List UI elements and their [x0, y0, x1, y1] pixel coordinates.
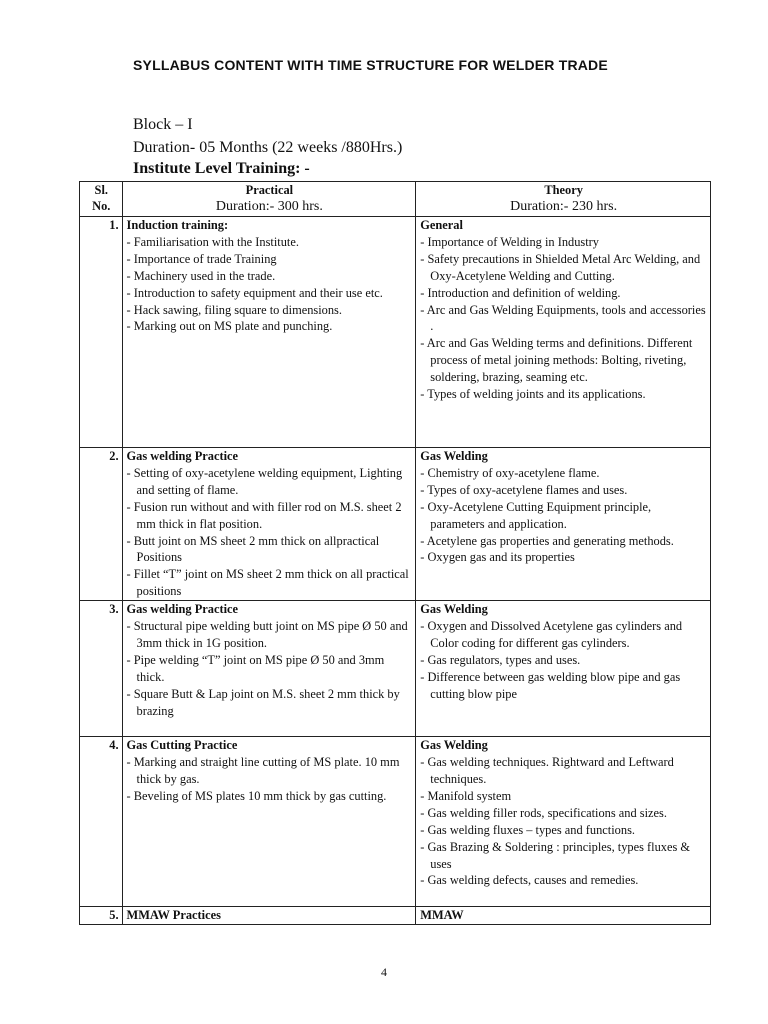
block-label: Block – I: [133, 116, 193, 133]
sl-number: 1.: [80, 217, 123, 448]
theory-cell: [416, 217, 711, 448]
practical-item-list: [127, 754, 413, 805]
page-number: 4: [381, 965, 387, 979]
table-row: [80, 217, 711, 448]
practical-topic-heading: Gas welding Practice: [126, 602, 239, 617]
practical-topic-heading: Induction training:: [126, 218, 229, 232]
list-item: - Gas welding defects, causes and remedies.: [420, 872, 707, 889]
practical-header-label: Practical: [245, 183, 294, 197]
duration-label: Duration- 05 Months (22 weeks /880Hrs.): [133, 139, 403, 156]
practical-cell: [122, 217, 416, 448]
list-item: - Fillet “T” joint on MS sheet 2 mm thick on all practical positions: [127, 566, 413, 600]
theory-item-list: [420, 465, 707, 566]
theory-header: [416, 182, 711, 217]
list-item: - Pipe welding “T” joint on MS pipe Ø 50 and 3mm thick.: [127, 652, 413, 686]
practical-topic-heading: Gas welding Practice: [126, 449, 239, 463]
list-item: - Oxygen and Dissolved Acetylene gas cylinders and Color coding for different gas cylinders.: [420, 618, 707, 652]
document-title: SYLLABUS CONTENT WITH TIME STRUCTURE FOR WELDER TRADE: [133, 57, 608, 73]
list-item: - Structural pipe welding butt joint on MS pipe Ø 50 and 3mm thick in 1G position.: [127, 618, 413, 652]
theory-topic-heading: General: [420, 218, 463, 232]
syllabus-table: [79, 181, 711, 925]
list-item: - Beveling of MS plates 10 mm thick by gas cutting.: [127, 788, 413, 805]
list-item: - Butt joint on MS sheet 2 mm thick on allpractical Positions: [127, 533, 413, 567]
practical-cell: [122, 737, 416, 907]
list-item: - Oxy-Acetylene Cutting Equipment principle, parameters and application.: [420, 499, 707, 533]
theory-cell: [416, 907, 711, 925]
list-item: - Importance of Welding in Industry: [420, 234, 707, 251]
syllabus-table-body: [80, 217, 711, 925]
practical-topic-heading: MMAW Practices: [126, 908, 221, 923]
list-item: - Oxygen gas and its properties: [420, 549, 707, 566]
practical-item-list: [127, 234, 413, 335]
list-item: - Introduction to safety equipment and their use etc.: [127, 285, 413, 302]
theory-topic-heading: Gas Welding: [420, 449, 488, 463]
list-item: - Importance of trade Training: [127, 251, 413, 268]
table-row: [80, 601, 711, 737]
list-item: - Types of oxy-acetylene flames and uses.: [420, 482, 707, 499]
list-item: - Square Butt & Lap joint on M.S. sheet 2 mm thick by brazing: [127, 686, 413, 720]
theory-topic-heading: Gas Welding: [420, 602, 488, 617]
theory-cell: [416, 448, 711, 601]
practical-item-list: [127, 618, 413, 719]
sl-number: 4.: [80, 737, 123, 907]
list-item: - Introduction and definition of welding.: [420, 285, 707, 302]
practical-cell: [122, 601, 416, 737]
list-item: - Gas welding fluxes – types and functions.: [420, 822, 707, 839]
practical-duration: Duration:- 300 hrs.: [215, 199, 323, 214]
table-row: [80, 737, 711, 907]
practical-cell: [122, 907, 416, 925]
list-item: - Marking out on MS plate and punching.: [127, 318, 413, 335]
list-item: - Setting of oxy-acetylene welding equipment, Lighting and setting of flame.: [127, 465, 413, 499]
table-row: [80, 907, 711, 925]
table-row: [80, 448, 711, 601]
theory-topic-heading: Gas Welding: [420, 738, 488, 753]
list-item: - Gas Brazing & Soldering : principles, types fluxes & uses: [420, 839, 707, 873]
practical-cell: [122, 448, 416, 601]
sl-number: 3.: [80, 601, 123, 737]
theory-topic-heading: MMAW: [420, 908, 464, 923]
list-item: - Arc and Gas Welding Equipments, tools and accessories .: [420, 302, 707, 336]
practical-header: [122, 182, 416, 217]
list-item: - Types of welding joints and its applications.: [420, 386, 707, 403]
practical-item-list: [127, 465, 413, 600]
list-item: - Machinery used in the trade.: [127, 268, 413, 285]
theory-duration: Duration:- 230 hrs.: [510, 199, 618, 214]
theory-item-list: [420, 618, 707, 703]
list-item: - Gas welding filler rods, specifications and sizes.: [420, 805, 707, 822]
list-item: - Marking and straight line cutting of MS plate. 10 mm thick by gas.: [127, 754, 413, 788]
theory-cell: [416, 601, 711, 737]
institute-training-label: Institute Level Training: -: [133, 160, 310, 177]
list-item: - Familiarisation with the Institute.: [127, 234, 413, 251]
list-item: - Chemistry of oxy-acetylene flame.: [420, 465, 707, 482]
table-header-row: [80, 182, 711, 217]
theory-cell: [416, 737, 711, 907]
list-item: - Gas welding techniques. Rightward and Leftward techniques.: [420, 754, 707, 788]
list-item: - Manifold system: [420, 788, 707, 805]
list-item: - Hack sawing, filing square to dimensions.: [127, 302, 413, 319]
list-item: - Acetylene gas properties and generating methods.: [420, 533, 707, 550]
practical-topic-heading: Gas Cutting Practice: [126, 738, 238, 753]
list-item: - Difference between gas welding blow pipe and gas cutting blow pipe: [420, 669, 707, 703]
list-item: - Fusion run without and with filler rod on M.S. sheet 2 mm thick in flat position.: [127, 499, 413, 533]
sl-number: 2.: [80, 448, 123, 601]
list-item: - Safety precautions in Shielded Metal Arc Welding, and Oxy-Acetylene Welding and Cutting.: [420, 251, 707, 285]
theory-header-label: Theory: [544, 183, 583, 197]
list-item: - Arc and Gas Welding terms and definitions. Different process of metal joining methods: Bolting, riveting, soldering, brazing, seaming etc.: [420, 335, 707, 386]
sl-number: 5.: [80, 907, 123, 925]
list-item: - Gas regulators, types and uses.: [420, 652, 707, 669]
theory-item-list: [420, 754, 707, 889]
sl-no-header: Sl. No.: [80, 182, 123, 217]
theory-item-list: [420, 234, 707, 403]
